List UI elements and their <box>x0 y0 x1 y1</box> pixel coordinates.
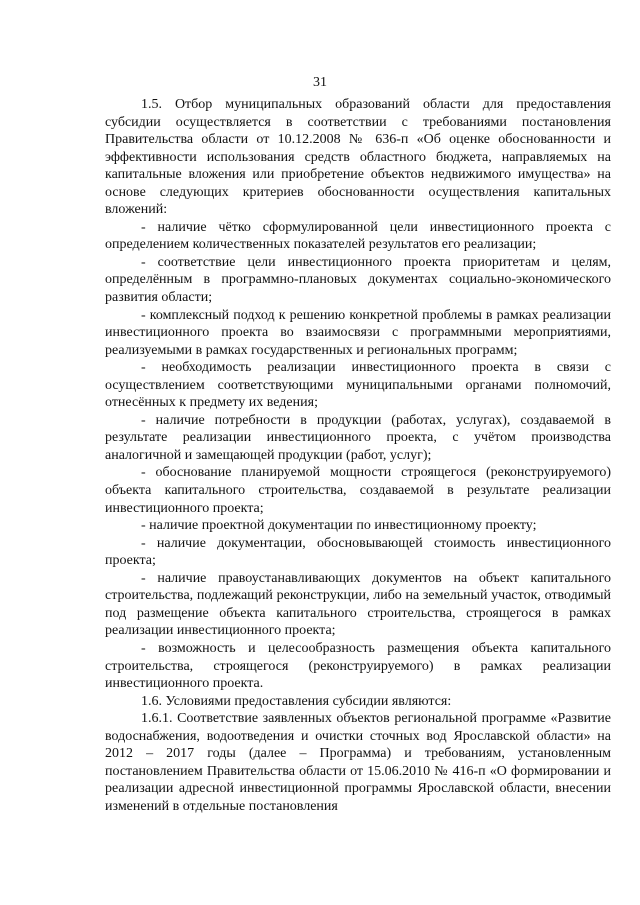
page-number: 31 <box>313 75 327 90</box>
paragraph-1-6-conditions: 1.6. Условиями предоставления субсидии являются: <box>141 693 452 709</box>
criterion-title-documents: - наличие правоустанавливающих документов на объект капитального строительства, подлежащий реконструкции, либо на земельный участок, отводимый под размещение объекта капитального строительства, строящегося в рамках реализации инвестиционного проекта; <box>105 570 611 639</box>
criterion-priority-alignment: - соответствие цели инвестиционного проекта приоритетам и целям, определённым в программно-плановых документах социально-экономического развития области; <box>105 254 611 306</box>
criterion-capacity-justification: - обоснование планируемой мощности строящегося (реконструируемого) объекта капитального строительства, создаваемой в результате реализации инвестиционного проекта; <box>105 465 611 516</box>
criterion-municipal-necessity: - необходимость реализации инвестиционного проекта в связи с осуществлением соответствующими муниципальными органами полномочий, отнесённых к предмету их ведения; <box>105 360 611 411</box>
paragraph-1-6-1-program-compliance: 1.6.1. Соответствие заявленных объектов региональной программе «Развитие водоснабжения, водоотведения и очистки сточных вод Ярославской области» на 2012 – 2017 годы (далее – Программа) и требованиям, установленным постановлением Правительства области от 15.06.2010 № 416-п «О формировании и реализации адресной инвестиционной программы Ярославской области, внесении изменений в отдельные постановления <box>105 711 611 814</box>
criterion-placement-feasibility: - возможность и целесообразность размещения объекта капитального строительства, строящегося (реконструируемого) в рамках реализации инвестиционного проекта. <box>105 640 611 692</box>
criterion-project-goal: - наличие чётко сформулированной цели инвестиционного проекта с определением количественных показателей результатов его реализации; <box>105 219 611 253</box>
paragraph-1-5-selection-criteria: 1.5. Отбор муниципальных образований области для предоставления субсидии осуществляется в соответствии с требованиями постановления Правительства области от 10.12.2008 № 636-п «Об оценке обоснованности и эффективности использования средств областного бюджета, направляемых на капитальные вложения или приобретение объектов недвижимого имущества» на основе следующих критериев обоснованности осуществления капитальных вложений: <box>105 97 611 218</box>
criterion-comprehensive-approach: - комплексный подход к решению конкретной проблемы в рамках реализации инвестиционного проекта во взаимосвязи с программными мероприятиями, реализуемыми в рамках государственных и региональных программ; <box>105 307 611 358</box>
criterion-cost-documentation: - наличие документации, обосновывающей стоимость инвестиционного проекта; <box>105 535 611 569</box>
criterion-product-demand: - наличие потребности в продукции (работах, услугах), создаваемой в результате реализации инвестиционного проекта, с учётом производства аналогичной и замещающей продукции (работ, услуг); <box>105 412 611 463</box>
criterion-design-documentation: - наличие проектной документации по инвестиционному проекту; <box>141 518 537 534</box>
document-body <box>105 96 611 815</box>
